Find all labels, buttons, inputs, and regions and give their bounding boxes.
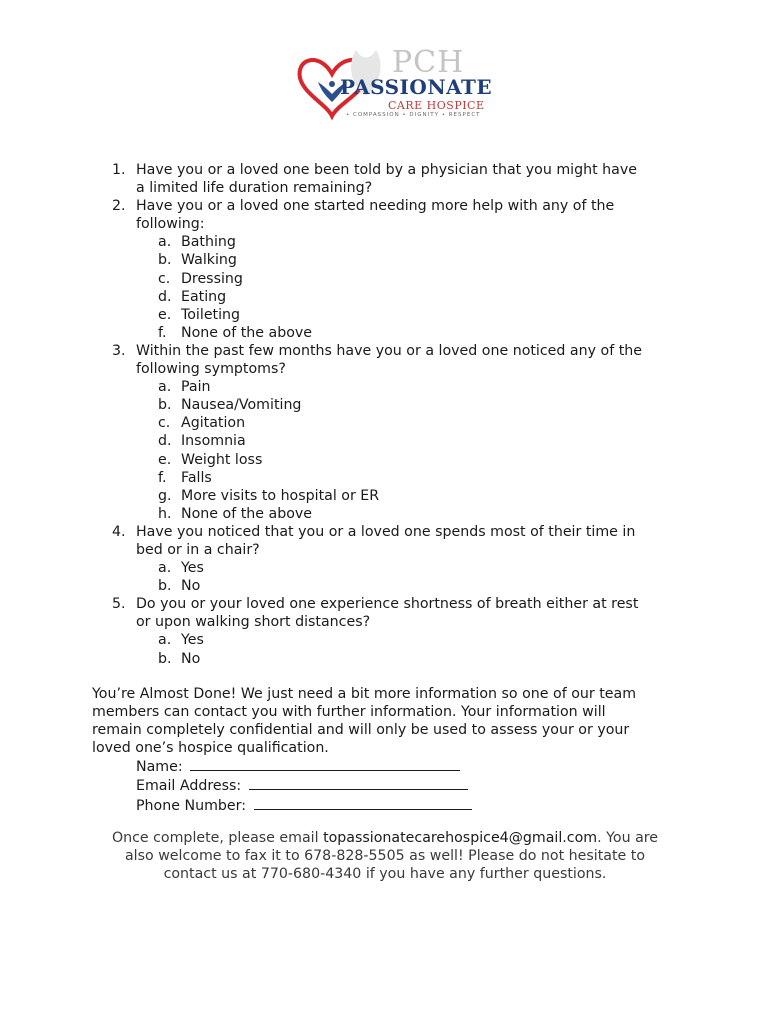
name-blank[interactable] <box>190 757 460 771</box>
question-number: 1. <box>112 162 126 178</box>
option-text: Nausea/Vomiting <box>181 397 302 414</box>
option-text: Agitation <box>181 415 246 432</box>
closing-text: Once complete, please email <box>111 830 324 846</box>
questionnaire <box>92 161 702 668</box>
option-text: Falls <box>181 469 212 486</box>
closing-line <box>84 829 686 847</box>
option-letter: b. <box>158 650 172 667</box>
hospice-logo <box>296 45 493 122</box>
option-item <box>136 288 702 306</box>
option-letter: e. <box>158 306 172 323</box>
option-letter: a. <box>158 560 172 577</box>
phone-label: Phone Number: <box>136 797 246 814</box>
question-text: bed or in a chair? <box>136 541 260 558</box>
option-text: More visits to hospital or ER <box>181 487 380 504</box>
option-text: None of the above <box>181 505 313 522</box>
email-field <box>92 776 692 795</box>
option-text: Bathing <box>181 234 236 251</box>
option-letter: d. <box>158 288 172 305</box>
option-letter: g. <box>158 487 172 504</box>
question-text: following: <box>136 216 205 233</box>
option-letter: f. <box>158 469 167 486</box>
option-letter: b. <box>158 397 172 414</box>
closing-line: contact us at 770-680-4340 if you have any further questions. <box>163 866 607 883</box>
option-item <box>136 251 702 269</box>
option-item <box>136 324 702 342</box>
logo-brand-name: PASSIONATE <box>340 75 493 99</box>
option-letter: a. <box>158 632 172 649</box>
option-text: Weight loss <box>181 451 263 468</box>
option-item <box>136 577 702 595</box>
option-text: Insomnia <box>181 433 246 450</box>
option-text: Yes <box>181 560 204 577</box>
option-item <box>136 469 702 487</box>
options-list <box>136 631 702 667</box>
option-item <box>136 631 702 649</box>
question-5 <box>92 595 702 667</box>
question-number: 5. <box>112 596 126 613</box>
option-item <box>136 270 702 288</box>
options-list <box>136 233 702 342</box>
options-list <box>136 378 702 523</box>
question-3 <box>92 342 702 523</box>
logo-pch: PCH <box>392 45 465 80</box>
intro-text: You’re Almost Done! We just need a bit more information so one of our team <box>92 686 637 702</box>
question-number: 2. <box>112 198 126 215</box>
option-letter: a. <box>158 379 172 396</box>
option-letter: e. <box>158 451 172 468</box>
question-number: 3. <box>112 342 126 359</box>
contact-info-section <box>92 685 692 815</box>
email-link[interactable]: topassionatecarehospice4@gmail.com <box>323 830 598 846</box>
option-text: Pain <box>181 379 211 396</box>
option-letter: f. <box>158 324 167 341</box>
options-list <box>136 559 702 595</box>
option-item <box>136 414 702 432</box>
option-item <box>136 487 702 505</box>
option-item <box>136 306 702 324</box>
option-item <box>136 451 702 469</box>
closing-line: also welcome to fax it to 678-828-5505 as well! Please do not hesitate to <box>124 848 645 865</box>
logo-tagline: • COMPASSION • DIGNITY • RESPECT <box>346 112 481 118</box>
option-letter: d. <box>158 433 172 450</box>
option-text: No <box>181 578 201 595</box>
name-field <box>92 757 692 776</box>
option-text: No <box>181 650 201 667</box>
option-text: Dressing <box>181 270 243 287</box>
option-text: None of the above <box>181 324 313 341</box>
option-item <box>136 378 702 396</box>
email-label: Email Address: <box>136 778 242 795</box>
question-number: 4. <box>112 523 126 540</box>
question-text: a limited life duration remaining? <box>136 180 373 197</box>
intro-text: loved one’s hospice qualification. <box>92 740 329 757</box>
question-4 <box>92 523 702 595</box>
option-item <box>136 650 702 668</box>
question-text: Within the past few months have you or a loved one noticed any of the <box>136 342 642 359</box>
option-item <box>136 432 702 450</box>
question-text: following symptoms? <box>136 361 286 378</box>
option-item <box>136 233 702 251</box>
closing-text: . You are <box>597 830 659 846</box>
phone-field <box>92 796 692 815</box>
name-label: Name: <box>136 759 183 776</box>
logo-subtitle: CARE HOSPICE <box>388 99 485 112</box>
option-letter: c. <box>158 270 171 287</box>
option-letter: a. <box>158 234 172 251</box>
option-item <box>136 559 702 577</box>
option-text: Walking <box>181 252 237 269</box>
option-letter: b. <box>158 252 172 269</box>
question-text: Have you or a loved one been told by a physician that you might have <box>136 162 637 178</box>
question-text: or upon walking short distances? <box>136 614 371 631</box>
question-text: Do you or your loved one experience shortness of breath either at rest <box>136 596 639 613</box>
option-text: Yes <box>181 632 204 649</box>
phone-blank[interactable] <box>254 796 472 810</box>
option-text: Toileting <box>181 306 241 323</box>
question-1 <box>92 161 702 197</box>
option-letter: b. <box>158 578 172 595</box>
option-item <box>136 505 702 523</box>
intro-text: remain completely confidential and will only be used to assess your or your <box>92 722 630 739</box>
option-text: Eating <box>181 288 227 305</box>
intro-text: members can contact you with further information. Your information will <box>92 704 606 721</box>
question-text: Have you or a loved one started needing more help with any of the <box>136 198 615 215</box>
email-blank[interactable] <box>249 776 468 790</box>
option-item <box>136 396 702 414</box>
option-letter: h. <box>158 505 172 522</box>
question-2 <box>92 197 702 342</box>
question-text: Have you noticed that you or a loved one spends most of their time in <box>136 523 636 540</box>
option-letter: c. <box>158 415 171 432</box>
closing-paragraph <box>84 829 686 883</box>
